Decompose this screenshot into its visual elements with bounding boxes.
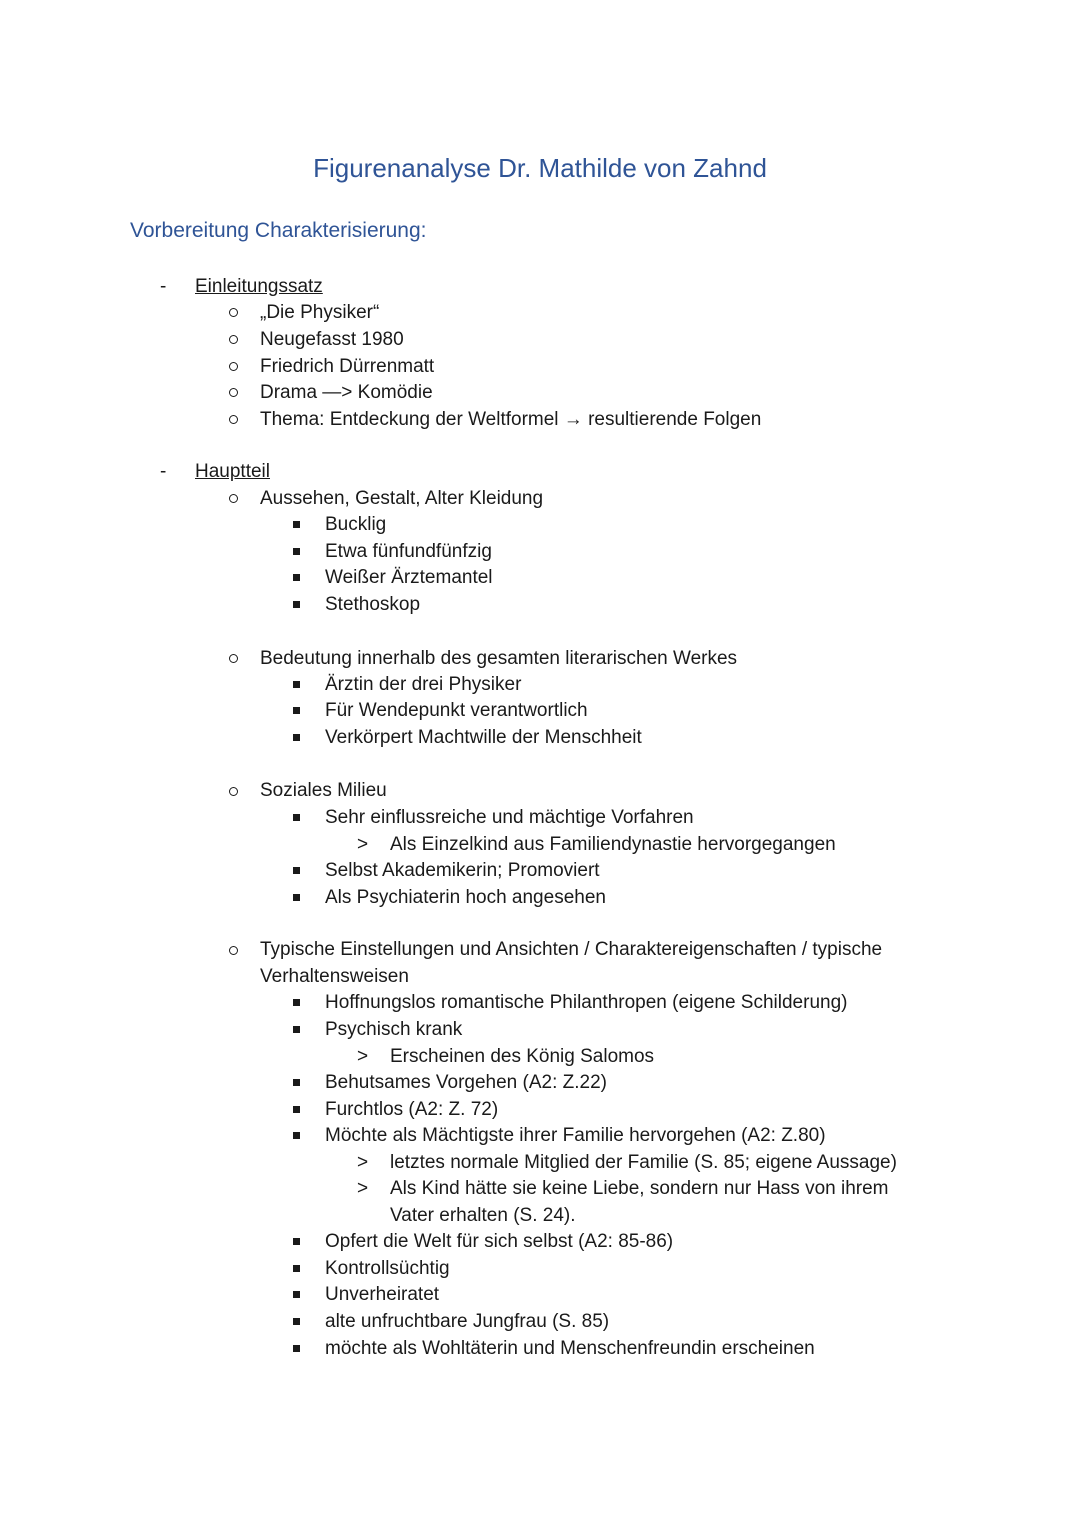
square-bullet [293,1238,300,1245]
list-item: Neugefasst 1980 [260,329,404,350]
list-item: Behutsames Vorgehen (A2: Z.22) [325,1072,607,1093]
sub-list-item: Erscheinen des König Salomos [390,1046,655,1067]
circle-bullet [229,308,238,317]
list-item: Kontrollsüchtig [325,1258,450,1279]
arrow-bullet: > [357,1178,369,1199]
square-bullet [293,999,300,1006]
square-bullet [293,1265,300,1272]
subsection-label: Typische Einstellungen und Ansichten / Charaktereigenschaften / typische [260,939,883,960]
list-item: Friedrich Dürrenmatt [260,356,435,377]
subsection-label: Bedeutung innerhalb des gesamten literarischen Werkes [260,648,738,669]
square-bullet [293,867,300,874]
square-bullet [293,601,300,608]
square-bullet [293,1026,300,1033]
list-item: Als Psychiaterin hoch angesehen [325,887,606,908]
sub-list-item: letztes normale Mitglied der Familie (S. 85; eigene Aussage) [390,1152,897,1173]
list-item: Ärztin der drei Physiker [325,674,522,695]
list-item: Verkörpert Machtwille der Menschheit [325,727,642,748]
square-bullet [293,894,300,901]
square-bullet [293,548,300,555]
circle-bullet [229,415,238,424]
subsection-label: Aussehen, Gestalt, Alter Kleidung [260,488,544,509]
square-bullet [293,1291,300,1298]
square-bullet [293,1106,300,1113]
subsection-label: Soziales Milieu [260,780,387,801]
dash-bullet: - [160,461,167,482]
list-item: Drama —> Komödie [260,382,433,403]
list-item: Unverheiratet [325,1284,440,1305]
list-item: Hoffnungslos romantische Philanthropen (eigene Schilderung) [325,992,848,1013]
square-bullet [293,1318,300,1325]
page-title: Figurenanalyse Dr. Mathilde von Zahnd [313,153,767,183]
square-bullet [293,734,300,741]
sub-list-item: Als Einzelkind aus Familiendynastie hervorgegangen [390,834,836,855]
circle-bullet [229,946,238,955]
square-bullet [293,707,300,714]
sub-list-item: Als Kind hätte sie keine Liebe, sondern nur Hass von ihrem [390,1178,889,1199]
list-item: Sehr einflussreiche und mächtige Vorfahren [325,807,694,828]
list-item: Furchtlos (A2: Z. 72) [325,1099,499,1120]
arrow-bullet: > [357,834,369,855]
circle-bullet [229,787,238,796]
circle-bullet [229,335,238,344]
square-bullet [293,814,300,821]
list-item: Bucklig [325,514,387,535]
subsection-label-cont: Verhaltensweisen [260,966,409,987]
list-item: Weißer Ärztemantel [325,567,493,588]
circle-bullet [229,388,238,397]
square-bullet [293,1132,300,1139]
list-item: Für Wendepunkt verantwortlich [325,700,588,721]
circle-bullet [229,362,238,371]
list-item: alte unfruchtbare Jungfrau (S. 85) [325,1311,610,1332]
circle-bullet [229,654,238,663]
dash-bullet: - [160,276,167,297]
list-item: „Die Physiker“ [260,302,380,323]
list-item: Opfert die Welt für sich selbst (A2: 85-86) [325,1231,674,1252]
square-bullet [293,521,300,528]
list-item: Stethoskop [325,594,421,615]
square-bullet [293,574,300,581]
square-bullet [293,1079,300,1086]
sub-list-item-cont: Vater erhalten (S. 24). [390,1205,576,1226]
list-item: möchte als Wohltäterin und Menschenfreundin erscheinen [325,1338,815,1359]
list-item: Etwa fünfundfünfzig [325,541,492,562]
heading-hauptteil: Hauptteil [195,461,270,482]
square-bullet [293,1345,300,1352]
circle-bullet [229,494,238,503]
square-bullet [293,681,300,688]
list-item: Möchte als Mächtigste ihrer Familie hervorgehen (A2: Z.80) [325,1125,826,1146]
heading-einleitungssatz: Einleitungssatz [195,276,323,297]
list-item: Selbst Akademikerin; Promoviert [325,860,600,881]
list-item: Thema: Entdeckung der Weltformel → resultierende Folgen [260,409,762,430]
list-item: Psychisch krank [325,1019,463,1040]
section-subtitle: Vorbereitung Charakterisierung: [130,219,427,242]
arrow-bullet: > [357,1046,369,1067]
arrow-bullet: > [357,1152,369,1173]
